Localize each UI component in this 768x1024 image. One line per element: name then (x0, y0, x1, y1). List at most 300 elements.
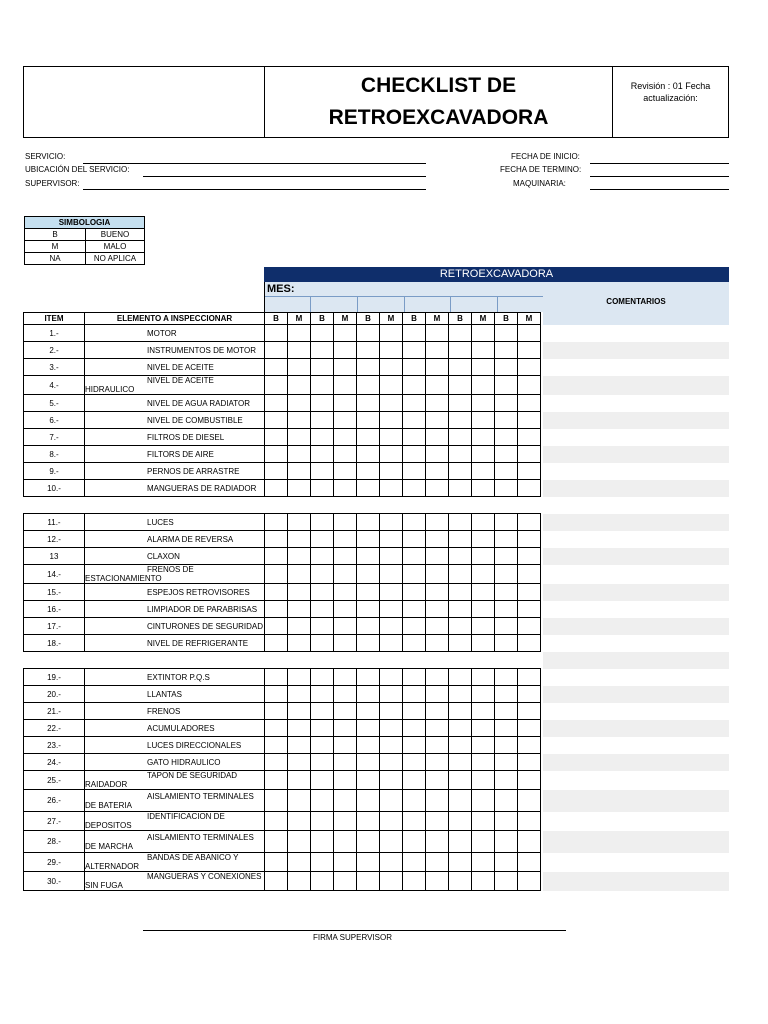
check-cell[interactable] (472, 831, 495, 853)
check-cell[interactable] (357, 669, 380, 686)
check-cell[interactable] (472, 686, 495, 703)
check-cell[interactable] (518, 514, 541, 531)
check-cell[interactable] (288, 376, 311, 395)
check-cell[interactable] (495, 754, 518, 771)
check-cell[interactable] (426, 395, 449, 412)
check-cell[interactable] (518, 376, 541, 395)
check-cell[interactable] (518, 565, 541, 584)
check-cell[interactable] (472, 376, 495, 395)
check-cell[interactable] (426, 703, 449, 720)
check-cell[interactable] (357, 853, 380, 872)
comment-cell[interactable] (543, 514, 729, 531)
check-cell[interactable] (311, 686, 334, 703)
check-cell[interactable] (449, 669, 472, 686)
check-cell[interactable] (449, 376, 472, 395)
supervisor-field[interactable] (83, 189, 426, 190)
check-cell[interactable] (334, 359, 357, 376)
check-cell[interactable] (311, 584, 334, 601)
check-cell[interactable] (403, 514, 426, 531)
check-cell[interactable] (265, 359, 288, 376)
comment-cell[interactable] (543, 342, 729, 359)
check-cell[interactable] (426, 618, 449, 635)
comment-cell[interactable] (543, 790, 729, 812)
check-cell[interactable] (495, 446, 518, 463)
check-cell[interactable] (334, 737, 357, 754)
comment-cell[interactable] (543, 548, 729, 565)
check-cell[interactable] (449, 686, 472, 703)
fecha-termino-field[interactable] (590, 176, 729, 177)
check-cell[interactable] (403, 480, 426, 497)
check-cell[interactable] (311, 737, 334, 754)
check-cell[interactable] (311, 853, 334, 872)
check-cell[interactable] (265, 790, 288, 812)
check-cell[interactable] (403, 853, 426, 872)
check-cell[interactable] (380, 565, 403, 584)
check-cell[interactable] (380, 548, 403, 565)
check-cell[interactable] (311, 325, 334, 342)
check-cell[interactable] (403, 412, 426, 429)
check-cell[interactable] (472, 790, 495, 812)
check-cell[interactable] (288, 720, 311, 737)
check-cell[interactable] (495, 531, 518, 548)
check-cell[interactable] (288, 446, 311, 463)
check-cell[interactable] (426, 429, 449, 446)
check-cell[interactable] (426, 514, 449, 531)
check-cell[interactable] (288, 853, 311, 872)
check-cell[interactable] (403, 325, 426, 342)
check-cell[interactable] (357, 395, 380, 412)
check-cell[interactable] (403, 463, 426, 480)
check-cell[interactable] (357, 565, 380, 584)
check-cell[interactable] (334, 480, 357, 497)
check-cell[interactable] (357, 376, 380, 395)
check-cell[interactable] (449, 618, 472, 635)
check-cell[interactable] (288, 812, 311, 831)
check-cell[interactable] (449, 548, 472, 565)
check-cell[interactable] (380, 686, 403, 703)
check-cell[interactable] (426, 446, 449, 463)
check-cell[interactable] (449, 531, 472, 548)
check-cell[interactable] (426, 359, 449, 376)
check-cell[interactable] (426, 412, 449, 429)
check-cell[interactable] (288, 601, 311, 618)
check-cell[interactable] (449, 480, 472, 497)
check-cell[interactable] (265, 669, 288, 686)
check-cell[interactable] (380, 395, 403, 412)
check-cell[interactable] (380, 359, 403, 376)
check-cell[interactable] (265, 754, 288, 771)
check-cell[interactable] (357, 635, 380, 652)
check-cell[interactable] (449, 853, 472, 872)
check-cell[interactable] (357, 720, 380, 737)
check-cell[interactable] (518, 601, 541, 618)
check-cell[interactable] (265, 548, 288, 565)
check-cell[interactable] (265, 872, 288, 891)
check-cell[interactable] (357, 446, 380, 463)
check-cell[interactable] (426, 635, 449, 652)
check-cell[interactable] (311, 720, 334, 737)
check-cell[interactable] (449, 325, 472, 342)
check-cell[interactable] (334, 618, 357, 635)
check-cell[interactable] (518, 446, 541, 463)
check-cell[interactable] (334, 635, 357, 652)
check-cell[interactable] (288, 531, 311, 548)
check-cell[interactable] (288, 584, 311, 601)
check-cell[interactable] (472, 446, 495, 463)
check-cell[interactable] (449, 429, 472, 446)
check-cell[interactable] (288, 395, 311, 412)
check-cell[interactable] (495, 565, 518, 584)
check-cell[interactable] (449, 771, 472, 790)
check-cell[interactable] (288, 635, 311, 652)
maquinaria-field[interactable] (590, 189, 729, 190)
check-cell[interactable] (495, 686, 518, 703)
check-cell[interactable] (449, 635, 472, 652)
check-cell[interactable] (472, 669, 495, 686)
check-cell[interactable] (518, 686, 541, 703)
check-cell[interactable] (288, 703, 311, 720)
check-cell[interactable] (495, 359, 518, 376)
check-cell[interactable] (518, 790, 541, 812)
check-cell[interactable] (380, 601, 403, 618)
check-cell[interactable] (472, 514, 495, 531)
check-cell[interactable] (426, 325, 449, 342)
comment-cell[interactable] (543, 412, 729, 429)
check-cell[interactable] (311, 514, 334, 531)
check-cell[interactable] (334, 463, 357, 480)
check-cell[interactable] (472, 703, 495, 720)
check-cell[interactable] (380, 446, 403, 463)
check-cell[interactable] (472, 618, 495, 635)
check-cell[interactable] (265, 429, 288, 446)
check-cell[interactable] (380, 618, 403, 635)
check-cell[interactable] (495, 376, 518, 395)
check-cell[interactable] (426, 601, 449, 618)
check-cell[interactable] (495, 853, 518, 872)
check-cell[interactable] (518, 480, 541, 497)
check-cell[interactable] (472, 463, 495, 480)
check-cell[interactable] (426, 754, 449, 771)
check-cell[interactable] (311, 872, 334, 891)
check-cell[interactable] (495, 395, 518, 412)
check-cell[interactable] (449, 737, 472, 754)
check-cell[interactable] (403, 703, 426, 720)
check-cell[interactable] (334, 342, 357, 359)
check-cell[interactable] (403, 548, 426, 565)
check-cell[interactable] (334, 412, 357, 429)
check-cell[interactable] (449, 790, 472, 812)
check-cell[interactable] (472, 395, 495, 412)
check-cell[interactable] (495, 601, 518, 618)
comment-cell[interactable] (543, 720, 729, 737)
check-cell[interactable] (357, 872, 380, 891)
check-cell[interactable] (265, 853, 288, 872)
check-cell[interactable] (518, 831, 541, 853)
check-cell[interactable] (472, 635, 495, 652)
check-cell[interactable] (449, 565, 472, 584)
check-cell[interactable] (426, 463, 449, 480)
check-cell[interactable] (449, 872, 472, 891)
check-cell[interactable] (518, 359, 541, 376)
check-cell[interactable] (472, 429, 495, 446)
check-cell[interactable] (357, 342, 380, 359)
check-cell[interactable] (334, 446, 357, 463)
check-cell[interactable] (380, 831, 403, 853)
check-cell[interactable] (403, 446, 426, 463)
check-cell[interactable] (357, 812, 380, 831)
check-cell[interactable] (518, 342, 541, 359)
check-cell[interactable] (288, 342, 311, 359)
check-cell[interactable] (334, 376, 357, 395)
check-cell[interactable] (380, 480, 403, 497)
check-cell[interactable] (380, 790, 403, 812)
check-cell[interactable] (426, 720, 449, 737)
check-cell[interactable] (403, 565, 426, 584)
check-cell[interactable] (518, 853, 541, 872)
check-cell[interactable] (265, 831, 288, 853)
check-cell[interactable] (380, 429, 403, 446)
check-cell[interactable] (334, 703, 357, 720)
check-cell[interactable] (380, 463, 403, 480)
check-cell[interactable] (334, 669, 357, 686)
check-cell[interactable] (518, 395, 541, 412)
comment-cell[interactable] (543, 686, 729, 703)
check-cell[interactable] (311, 376, 334, 395)
check-cell[interactable] (288, 325, 311, 342)
check-cell[interactable] (265, 720, 288, 737)
check-cell[interactable] (403, 790, 426, 812)
check-cell[interactable] (311, 635, 334, 652)
check-cell[interactable] (472, 812, 495, 831)
check-cell[interactable] (311, 531, 334, 548)
check-cell[interactable] (472, 872, 495, 891)
ubicacion-field[interactable] (143, 176, 426, 177)
check-cell[interactable] (426, 669, 449, 686)
check-cell[interactable] (265, 531, 288, 548)
check-cell[interactable] (265, 395, 288, 412)
fecha-inicio-field[interactable] (590, 163, 729, 164)
check-cell[interactable] (426, 686, 449, 703)
check-cell[interactable] (403, 359, 426, 376)
servicio-field[interactable] (83, 163, 426, 164)
check-cell[interactable] (495, 412, 518, 429)
check-cell[interactable] (334, 601, 357, 618)
check-cell[interactable] (495, 548, 518, 565)
check-cell[interactable] (380, 531, 403, 548)
check-cell[interactable] (518, 872, 541, 891)
check-cell[interactable] (288, 359, 311, 376)
check-cell[interactable] (357, 790, 380, 812)
check-cell[interactable] (518, 412, 541, 429)
check-cell[interactable] (495, 584, 518, 601)
check-cell[interactable] (472, 601, 495, 618)
check-cell[interactable] (403, 669, 426, 686)
check-cell[interactable] (403, 771, 426, 790)
check-cell[interactable] (334, 531, 357, 548)
check-cell[interactable] (426, 531, 449, 548)
check-cell[interactable] (518, 754, 541, 771)
check-cell[interactable] (449, 446, 472, 463)
check-cell[interactable] (311, 669, 334, 686)
check-cell[interactable] (495, 812, 518, 831)
check-cell[interactable] (449, 395, 472, 412)
check-cell[interactable] (265, 342, 288, 359)
check-cell[interactable] (426, 584, 449, 601)
comment-cell[interactable] (543, 618, 729, 635)
check-cell[interactable] (426, 812, 449, 831)
check-cell[interactable] (472, 565, 495, 584)
check-cell[interactable] (357, 601, 380, 618)
check-cell[interactable] (288, 686, 311, 703)
check-cell[interactable] (265, 463, 288, 480)
check-cell[interactable] (357, 618, 380, 635)
check-cell[interactable] (357, 584, 380, 601)
check-cell[interactable] (403, 376, 426, 395)
check-cell[interactable] (311, 429, 334, 446)
check-cell[interactable] (265, 635, 288, 652)
check-cell[interactable] (288, 514, 311, 531)
check-cell[interactable] (311, 771, 334, 790)
check-cell[interactable] (426, 853, 449, 872)
check-cell[interactable] (357, 771, 380, 790)
check-cell[interactable] (380, 412, 403, 429)
check-cell[interactable] (426, 480, 449, 497)
check-cell[interactable] (357, 429, 380, 446)
check-cell[interactable] (495, 635, 518, 652)
check-cell[interactable] (311, 601, 334, 618)
check-cell[interactable] (334, 790, 357, 812)
check-cell[interactable] (449, 720, 472, 737)
check-cell[interactable] (288, 872, 311, 891)
check-cell[interactable] (518, 812, 541, 831)
comment-cell[interactable] (543, 584, 729, 601)
check-cell[interactable] (288, 429, 311, 446)
check-cell[interactable] (288, 737, 311, 754)
check-cell[interactable] (311, 812, 334, 831)
check-cell[interactable] (265, 686, 288, 703)
check-cell[interactable] (334, 565, 357, 584)
check-cell[interactable] (472, 771, 495, 790)
check-cell[interactable] (288, 754, 311, 771)
check-cell[interactable] (449, 812, 472, 831)
check-cell[interactable] (311, 463, 334, 480)
check-cell[interactable] (449, 584, 472, 601)
check-cell[interactable] (265, 412, 288, 429)
check-cell[interactable] (426, 565, 449, 584)
check-cell[interactable] (265, 514, 288, 531)
comment-cell[interactable] (543, 446, 729, 463)
check-cell[interactable] (449, 412, 472, 429)
check-cell[interactable] (518, 737, 541, 754)
check-cell[interactable] (403, 618, 426, 635)
check-cell[interactable] (403, 342, 426, 359)
check-cell[interactable] (403, 812, 426, 831)
comment-cell[interactable] (543, 652, 729, 669)
check-cell[interactable] (403, 601, 426, 618)
check-cell[interactable] (311, 831, 334, 853)
comment-cell[interactable] (543, 480, 729, 497)
check-cell[interactable] (518, 548, 541, 565)
check-cell[interactable] (426, 548, 449, 565)
comment-cell[interactable] (543, 872, 729, 891)
check-cell[interactable] (472, 480, 495, 497)
check-cell[interactable] (288, 771, 311, 790)
check-cell[interactable] (311, 342, 334, 359)
check-cell[interactable] (380, 514, 403, 531)
check-cell[interactable] (311, 359, 334, 376)
check-cell[interactable] (472, 342, 495, 359)
check-cell[interactable] (495, 790, 518, 812)
check-cell[interactable] (518, 531, 541, 548)
check-cell[interactable] (334, 429, 357, 446)
check-cell[interactable] (334, 395, 357, 412)
check-cell[interactable] (449, 359, 472, 376)
check-cell[interactable] (311, 446, 334, 463)
check-cell[interactable] (472, 584, 495, 601)
check-cell[interactable] (334, 720, 357, 737)
check-cell[interactable] (288, 548, 311, 565)
check-cell[interactable] (380, 754, 403, 771)
check-cell[interactable] (518, 584, 541, 601)
check-cell[interactable] (426, 342, 449, 359)
check-cell[interactable] (334, 853, 357, 872)
check-cell[interactable] (380, 720, 403, 737)
check-cell[interactable] (380, 376, 403, 395)
check-cell[interactable] (380, 342, 403, 359)
check-cell[interactable] (311, 703, 334, 720)
check-cell[interactable] (403, 720, 426, 737)
check-cell[interactable] (518, 429, 541, 446)
check-cell[interactable] (518, 720, 541, 737)
check-cell[interactable] (518, 325, 541, 342)
check-cell[interactable] (334, 754, 357, 771)
check-cell[interactable] (495, 771, 518, 790)
check-cell[interactable] (403, 737, 426, 754)
check-cell[interactable] (495, 720, 518, 737)
check-cell[interactable] (495, 325, 518, 342)
check-cell[interactable] (357, 686, 380, 703)
check-cell[interactable] (334, 325, 357, 342)
check-cell[interactable] (495, 514, 518, 531)
check-cell[interactable] (288, 463, 311, 480)
check-cell[interactable] (380, 771, 403, 790)
check-cell[interactable] (265, 325, 288, 342)
check-cell[interactable] (495, 872, 518, 891)
check-cell[interactable] (357, 359, 380, 376)
comment-cell[interactable] (543, 376, 729, 395)
check-cell[interactable] (357, 548, 380, 565)
check-cell[interactable] (472, 359, 495, 376)
check-cell[interactable] (380, 872, 403, 891)
check-cell[interactable] (357, 531, 380, 548)
check-cell[interactable] (380, 669, 403, 686)
signature-line[interactable] (143, 930, 566, 931)
check-cell[interactable] (403, 395, 426, 412)
check-cell[interactable] (380, 584, 403, 601)
check-cell[interactable] (265, 703, 288, 720)
check-cell[interactable] (495, 831, 518, 853)
check-cell[interactable] (265, 812, 288, 831)
check-cell[interactable] (472, 853, 495, 872)
check-cell[interactable] (380, 737, 403, 754)
check-cell[interactable] (472, 548, 495, 565)
check-cell[interactable] (288, 565, 311, 584)
check-cell[interactable] (426, 737, 449, 754)
check-cell[interactable] (518, 635, 541, 652)
check-cell[interactable] (518, 669, 541, 686)
check-cell[interactable] (288, 831, 311, 853)
check-cell[interactable] (495, 737, 518, 754)
